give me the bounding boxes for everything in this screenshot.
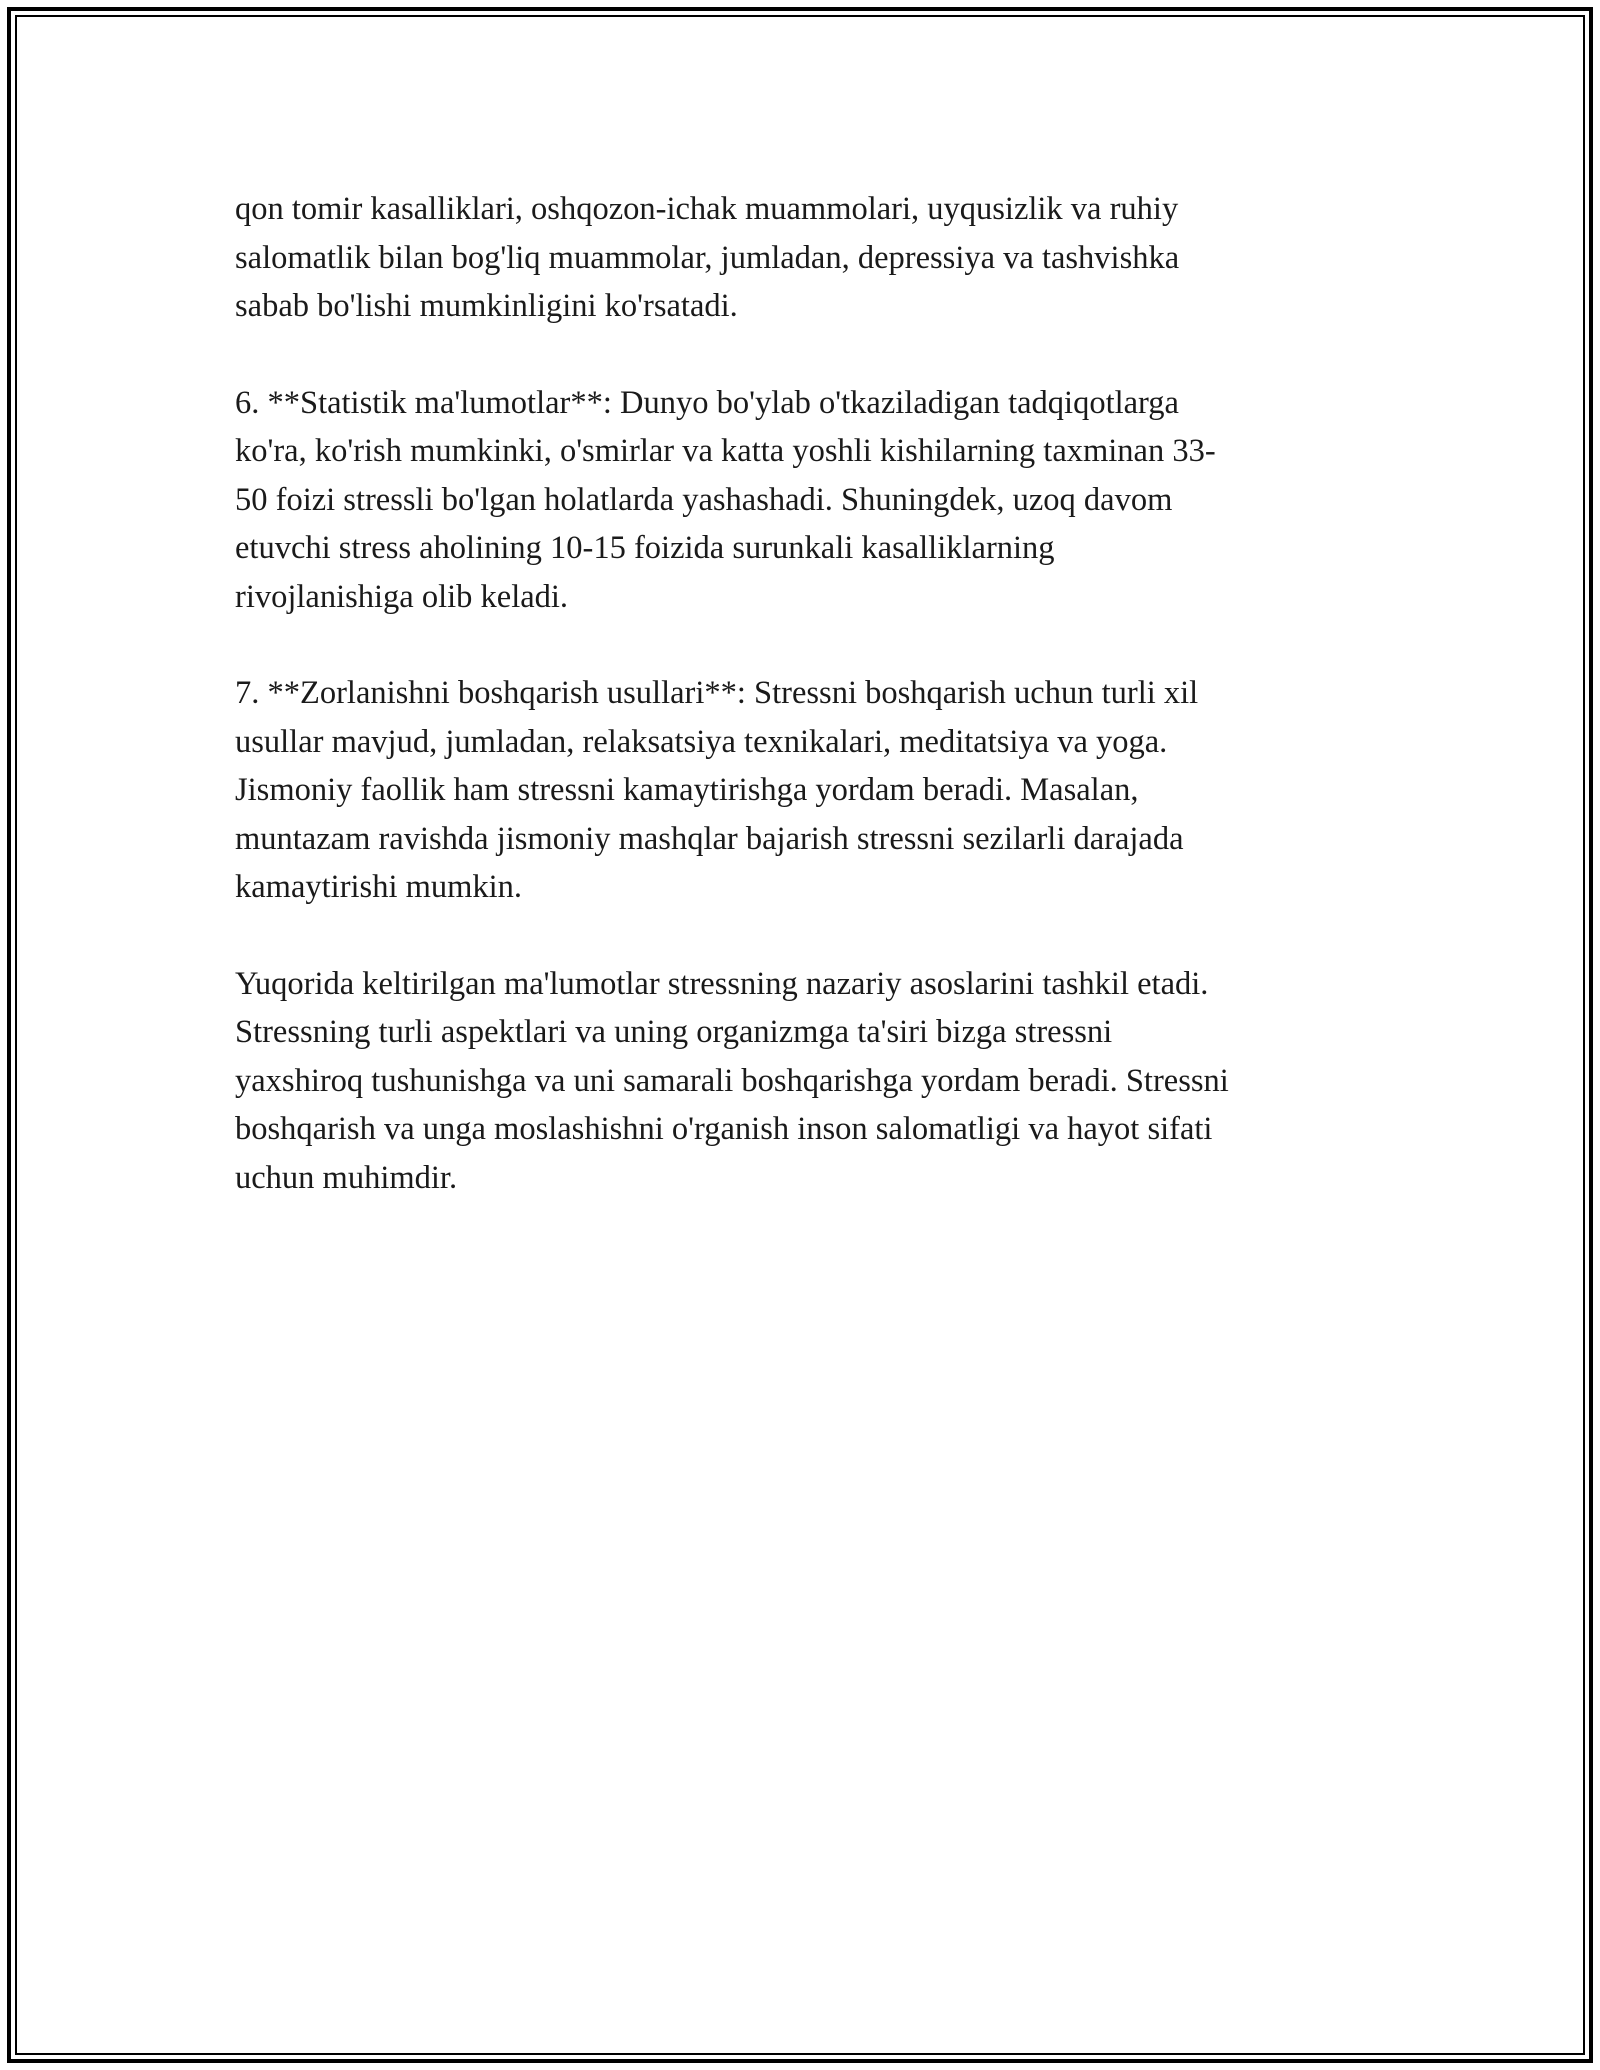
paragraph-stress-management: 7. **Zorlanishni boshqarish usullari**: Stressni boshqarish uchun turli xil usullar mavjud, jumladan, relaksatsiya texnikalari, meditatsiya va yoga. Jismoniy faollik ham stressni kamaytirishga yordam beradi. Masalan, muntazam ravishda jismoniy mashqlar bajarish stressni sezilarli darajada kamaytirishi mumkin. — [235, 675, 1199, 905]
page-body — [235, 185, 1365, 1250]
paragraph-statistics: 6. **Statistik ma'lumotlar**: Dunyo bo'ylab o'tkaziladigan tadqiqotlarga ko'ra, ko'rish mumkinki, o'smirlar va katta yoshli kishilarning taxminan 33- 50 foizi stressli bo'lgan holatlarda yashashadi. Shuningdek, uzoq davom etuvchi stress aholining 10-15 foizida surunkali kasalliklarning rivojlanishiga olib keladi. — [235, 384, 1216, 615]
paragraph-health-effects: qon tomir kasalliklari, oshqozon-ichak muammolari, uyqusizlik va ruhiy salomatlik bilan bog'liq muammolar, jumladan, depressiya va tashvishka sabab bo'lishi mumkinligini ko'rsatadi. — [235, 191, 1180, 324]
paragraph-conclusion: Yuqorida keltirilgan ma'lumotlar stressning nazariy asoslarini tashkil etadi. Stressning turli aspektlari va uning organizmga ta'siri bizga stressni yaxshiroq tushunishga va uni samarali boshqarishga yordam beradi. Stressni boshqarish va unga moslashishni o'rganish inson salomatligi va hayot sifati uchun muhimdir. — [235, 965, 1229, 1196]
